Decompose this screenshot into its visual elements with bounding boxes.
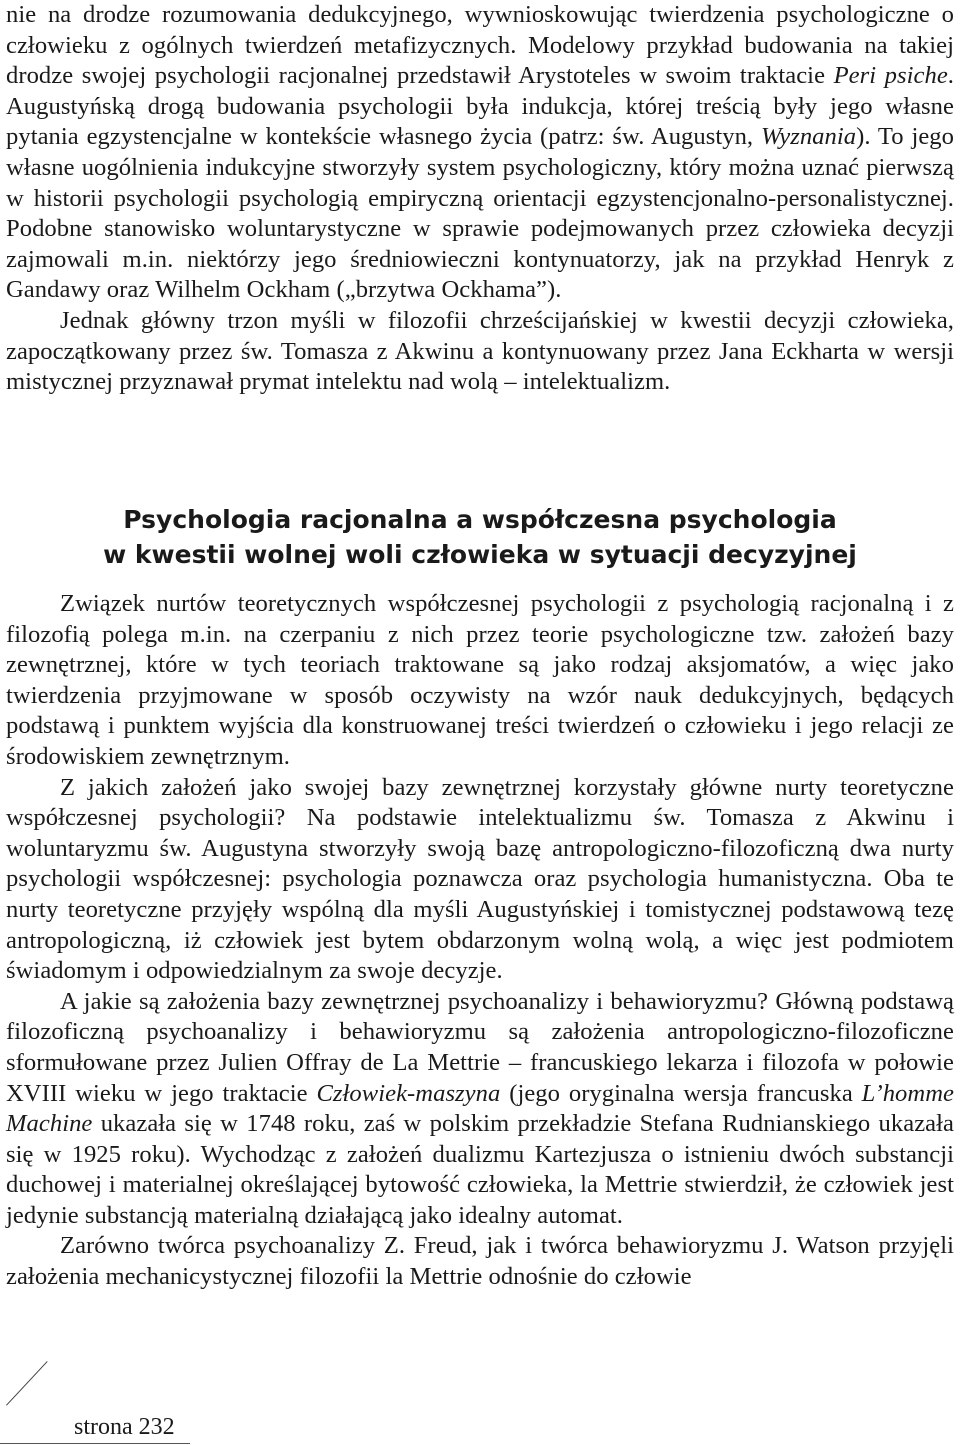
heading-line-2: w kwestii wolnej woli człowieka w sytuacji decyzyjnej [103,540,857,569]
paragraph-6: Zarówno twórca psychoanalizy Z. Freud, jak i twórca behawioryzmu J. Watson przyjęli założenia mechanicystycznej filozofii la Mettrie odnośnie do człowie [6,1232,954,1291]
section-body [6,589,954,1293]
section-heading [6,502,954,572]
paragraph-text: ukazała się w 1748 roku, zaś w polskim przekładzie Stefana Rudnianskiego ukazała się w 1925 roku). Wychodząc z założeń dualizmu Kartezjusza o istnieniu dwóch substancji duchowej i materialnej określającej bytowość człowieka, la Mettrie stwierdził, że człowiek jest jedynie substancją materialną działającą jako idealny automat. [6,1110,954,1229]
paragraph-text: . Augustyńską drogą budowania psychologii była indukcja, której treścią były jego własne pytania egzystencjalne w kontekście własnego życia (patrz: św. Augustyn, [6,62,954,151]
italic-title: Peri psiche [833,62,948,90]
paragraph-text: ). To jego własne uogólnienia indukcyjne stworzyły system psychologiczny, który można uznać pierwszą w historii psychologii psychologią empiryczną orientacji egzystencjonalno-personalistycznej. Podobne stanowisko woluntarystyczne w sprawie podejmowanych przez człowieka decyzji zajmowali m.in. niektórzy jego średniowieczni kontynuatorzy, jak na przykład Henryk z Gandawy oraz Wilhelm Ockham („brzytwa Ockhama”). [6,123,954,304]
paragraph-2: Jednak główny trzon myśli w filozofii chrześcijańskiej w kwestii decyzji człowieka, zapoczątkowany przez św. Tomasza z Akwinu a kontynuowany przez Jana Eckharta w wersji mistycznej przyznawał prymat intelektu nad wolą – intelektualizm. [6,306,954,396]
paragraph-text: A jakie są założenia bazy zewnętrznej psychoanalizy i behawioryzmu? Główną podstawą filozoficzną psychoanalizy i behawioryzmu są założenia antropologiczno-filozoficzne sformułowane przez Julien Offray de La Mettrie – francuskiego lekarza i filozofa w połowie XVIII wieku w jego traktacie [6,987,954,1107]
page-corner-rule [6,1361,48,1406]
section-intro [6,0,954,398]
paragraph-3: Związek nurtów teoretycznych współczesnej psychologii z psychologią racjonalną i z filozofią polega m.in. na czerpaniu z nich przez teorie psychologiczne tzw. założeń bazy zewnętrznej, które w tych teoriach traktowane są jako rodzaj aksjomatów, a więc jako twierdzenia przyjmowane w sposób oczywisty na wzór nauk dedukcyjnych, będących podstawą i punktem wyjścia dla konstruowanej treści twierdzeń o człowieku i jego relacji ze środowiskiem zewnętrznym. [6,590,954,770]
heading-line-1: Psychologia racjonalna a współczesna psychologia [123,505,837,534]
italic-title: Człowiek-maszyna [316,1079,501,1107]
footer-divider [0,1443,190,1444]
paragraph-5 [6,987,954,1232]
paragraph-1 [6,0,954,306]
paragraph-4: Z jakich założeń jako swojej bazy zewnętrznej korzystały główne nurty teoretyczne współczesnej psychologii? Na podstawie intelektualizmu św. Tomasza z Akwinu i woluntaryzmu św. Augustyna stworzyły swoją bazę antropologiczno-filozoficzną dwa nurty psychologii współczesnej: psychologia poznawcza oraz psychologia humanistyczna. Oba te nurty teoretyczne przyjęły wspólną dla myśli Augustyńskiej i tomistycznej podstawową tezę antropologiczną, iż człowiek jest bytem obdarzonym wolną wolą, a więc jest podmiotem świadomym i odpowiedzialnym za swoje decyzje. [6,773,954,985]
page-number: strona 232 [74,1414,175,1440]
paragraph-text: (jego oryginalna wersja francuska [500,1079,862,1107]
italic-title: L’homme Machine [6,1079,954,1138]
italic-title: Wyznania [760,123,857,151]
paragraph-text: nie na drodze rozumowania dedukcyjnego, wywnioskowując twierdzenia psychologiczne o człowieku z ogólnych twierdzeń metafizycznych. Modelowy przykład budowania na takiej drodze swojej psychologii racjonalnej przedstawił Arystoteles w swoim traktacie [6,1,954,90]
